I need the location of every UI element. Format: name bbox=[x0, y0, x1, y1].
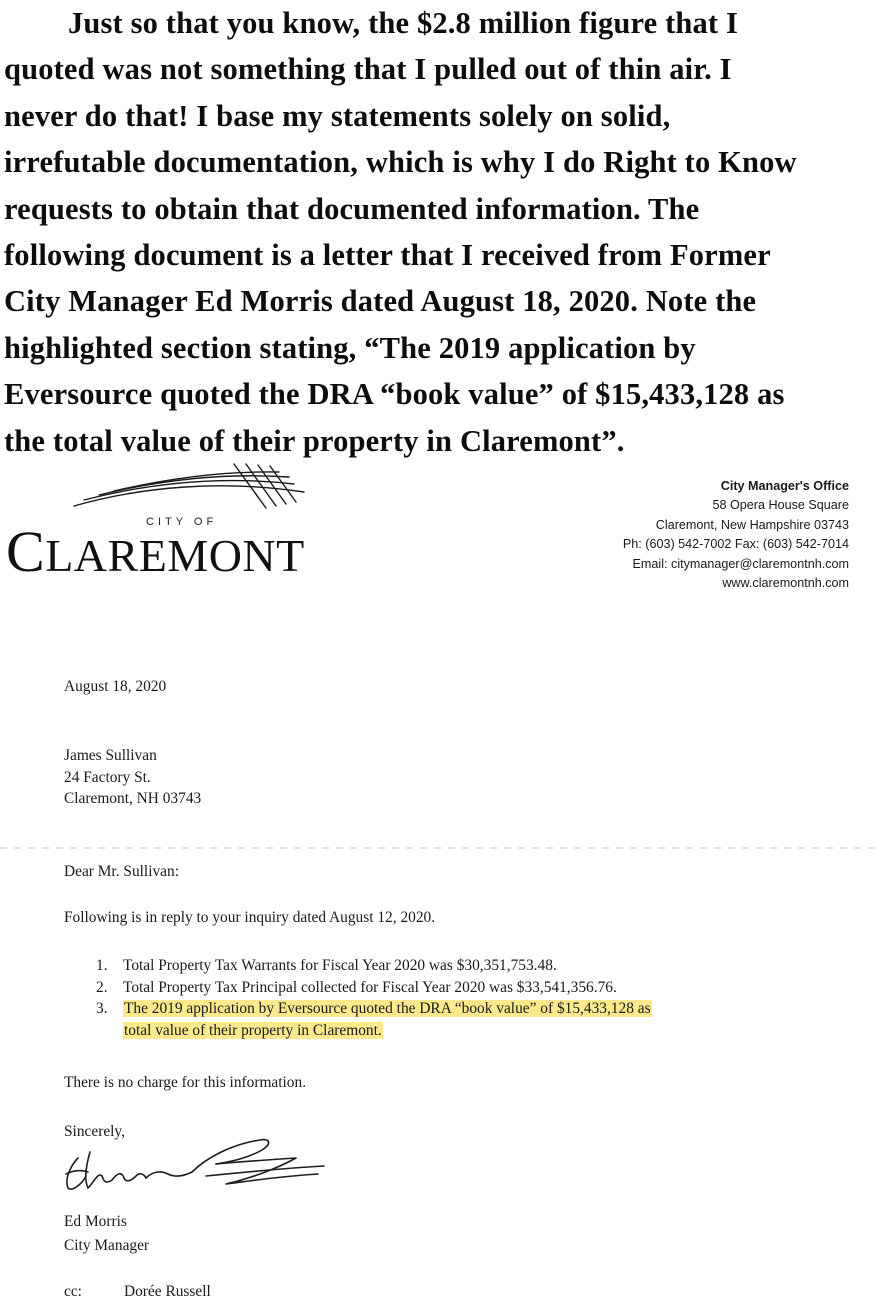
recipient-street: 24 Factory St. bbox=[64, 768, 151, 786]
closing: Sincerely, bbox=[64, 1123, 125, 1140]
office-address-block bbox=[623, 477, 849, 593]
office-phone-fax: Ph: (603) 542-7002 Fax: (603) 542-7014 bbox=[622, 537, 849, 552]
office-website: www.claremontnh.com bbox=[722, 576, 849, 591]
recipient-name: James Sullivan bbox=[64, 747, 157, 764]
list-item-text: Total Property Tax Warrants for Fiscal Year 2020 was $30,351,753.48. bbox=[123, 957, 557, 974]
cc-label: cc: bbox=[64, 1283, 82, 1300]
letter-date: August 18, 2020 bbox=[64, 678, 167, 695]
intro-line: City Manager Ed Morris dated August 18, 2020. Note the bbox=[4, 284, 757, 319]
highlighted-text: total value of their property in Claremont. bbox=[124, 1021, 382, 1039]
signer-name: Ed Morris bbox=[64, 1213, 127, 1230]
intro-line: the total value of their property in Claremont”. bbox=[4, 423, 625, 458]
intro-line: following document is a letter that I received from Former bbox=[4, 238, 771, 273]
list-item-text bbox=[123, 998, 652, 1041]
list-item-highlighted bbox=[96, 998, 856, 1041]
salutation: Dear Mr. Sullivan: bbox=[64, 863, 179, 880]
intro-line: requests to obtain that documented information. The bbox=[4, 191, 700, 226]
office-email: Email: citymanager@claremontnh.com bbox=[632, 556, 849, 571]
recipient-city: Claremont, NH 03743 bbox=[64, 790, 202, 807]
scan-artifact-line bbox=[0, 847, 880, 849]
intro-line: quoted was not something that I pulled out of thin air. I bbox=[4, 52, 732, 87]
signer-title: City Manager bbox=[64, 1237, 150, 1254]
logo-rest: LAREMONT bbox=[45, 530, 305, 581]
recipient-address bbox=[64, 745, 201, 810]
list-item-number: 2. bbox=[96, 978, 108, 996]
reply-list bbox=[96, 955, 856, 1041]
list-item-number: 3. bbox=[96, 1000, 108, 1017]
list-item-text: Total Property Tax Principal collected for Fiscal Year 2020 was $33,541,356.76. bbox=[123, 978, 617, 996]
list-item bbox=[96, 955, 856, 977]
logo-city-of: CITY OF bbox=[146, 516, 218, 528]
intro-line: highlighted section stating, “The 2019 application by bbox=[4, 330, 696, 365]
office-city-state: Claremont, New Hampshire 03743 bbox=[655, 517, 849, 532]
intro-line: Eversource quoted the DRA “book value” of $15,433,128 as bbox=[4, 377, 785, 412]
list-item-number: 1. bbox=[96, 957, 108, 974]
intro-commentary bbox=[4, 0, 876, 464]
list-item bbox=[96, 977, 856, 999]
intro-line: never do that! I base my statements solely on solid, bbox=[4, 98, 671, 133]
cc-name: Dorée Russell bbox=[124, 1283, 211, 1300]
opening-paragraph: Following is in reply to your inquiry dated August 12, 2020. bbox=[64, 909, 436, 926]
intro-line: irrefutable documentation, which is why I do Right to Know bbox=[4, 145, 797, 180]
highlighted-text: The 2019 application by Eversource quoted the DRA “book value” of $15,433,128 as bbox=[124, 1000, 651, 1017]
intro-line: Just so that you know, the $2.8 million figure that I bbox=[68, 6, 738, 40]
office-street: 58 Opera House Square bbox=[712, 498, 849, 513]
office-title: City Manager's Office bbox=[720, 479, 849, 493]
logo-initial: C bbox=[6, 519, 46, 584]
city-logo bbox=[4, 462, 324, 582]
no-charge-note: There is no charge for this information. bbox=[64, 1074, 307, 1091]
signature-icon bbox=[56, 1132, 326, 1202]
